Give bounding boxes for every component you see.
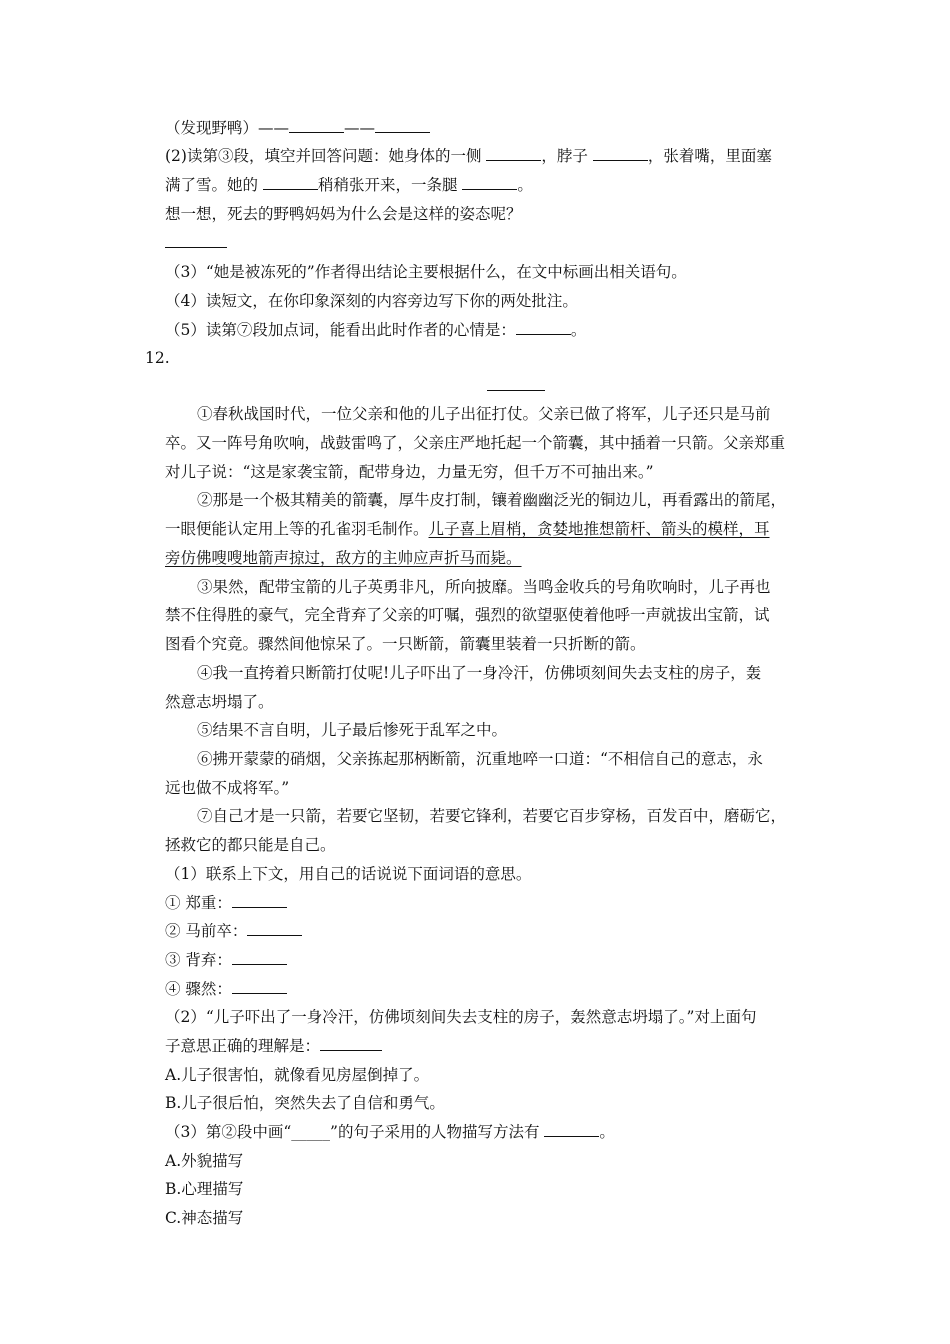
para2-line2 bbox=[165, 519, 770, 539]
text: 。 bbox=[517, 176, 533, 194]
para6-line1: ⑥拂开蒙蒙的硝烟，父亲拣起那柄断箭，沉重地啐一口道：“不相信自己的意志，永 bbox=[197, 750, 763, 768]
sub2-option-a[interactable]: A.儿子很害怕，就像看见房屋倒掉了。 bbox=[165, 1066, 430, 1084]
answer-blank[interactable] bbox=[247, 921, 302, 936]
text: 稍稍张开来，一条腿 bbox=[317, 176, 463, 194]
para3-line1: ③果然，配带宝箭的儿子英勇非凡，所向披靡。当鸣金收兵的号角吹响时，儿子再也 bbox=[197, 578, 771, 596]
sequence-sep: —— bbox=[344, 119, 376, 137]
text: 一眼便能认定用上等的孔雀羽毛制作。 bbox=[165, 520, 429, 538]
word-item bbox=[165, 921, 302, 941]
sub1-prompt: （1）联系上下文，用自己的话说说下面词语的意思。 bbox=[165, 865, 532, 883]
text: 满了雪。她的 bbox=[165, 176, 263, 194]
para5-line1: ⑤结果不言自明，儿子最后惨死于乱军之中。 bbox=[197, 721, 508, 739]
word-item bbox=[165, 950, 287, 970]
sub3-option-b[interactable]: B.心理描写 bbox=[165, 1180, 244, 1198]
q11-sub2-line1 bbox=[165, 146, 772, 166]
para2-line1: ②那是一个极其精美的箭囊，厚牛皮打制，镶着幽幽泛光的铜边儿，再看露出的箭尾， bbox=[197, 491, 787, 509]
underlined-sentence: 儿子喜上眉梢，贪婪地推想箭杆、箭头的模样，耳 bbox=[428, 520, 770, 538]
word-item bbox=[165, 979, 287, 999]
sub2-prompt-line1: （2）“儿子吓出了一身冷汗，仿佛顷刻间失去支柱的房子，轰然意志坍塌了。”对上面句 bbox=[165, 1008, 757, 1026]
sub2-option-b[interactable]: B.儿子很后怕，突然失去了自信和勇气。 bbox=[165, 1094, 445, 1112]
text: (2)读第③段，填空并回答问题：她身体的一侧 bbox=[165, 147, 487, 165]
answer-blank[interactable] bbox=[232, 893, 287, 908]
para3-line2: 禁不住得胜的豪气，完全背弃了父亲的叮嘱，强烈的欲望驱使着他呼一声就拔出宝箭，试 bbox=[165, 606, 770, 624]
q11-sub4: （4）读短文，在你印象深刻的内容旁边写下你的两处批注。 bbox=[165, 292, 578, 310]
question-number: 12. bbox=[145, 349, 170, 367]
word-label: ② 马前卒： bbox=[165, 922, 248, 940]
answer-blank[interactable] bbox=[375, 118, 430, 133]
text: ”的句子采用的人物描写方法有 bbox=[330, 1123, 545, 1141]
sub3-option-c[interactable]: C.神态描写 bbox=[165, 1209, 244, 1227]
text: （5）读第⑦段加点词，能看出此时作者的心情是： bbox=[165, 321, 516, 339]
answer-blank[interactable] bbox=[232, 979, 287, 994]
word-label: ③ 背弃： bbox=[165, 951, 232, 969]
para1-line1: ①春秋战国时代，一位父亲和他的儿子出征打仗。父亲已做了将军，儿子还只是马前 bbox=[197, 405, 771, 423]
answer-blank[interactable] bbox=[289, 118, 344, 133]
text: （3）第②段中画“ bbox=[165, 1123, 292, 1141]
sub3-option-a[interactable]: A.外貌描写 bbox=[165, 1152, 244, 1170]
underline-hint: _____ bbox=[291, 1123, 331, 1141]
underlined-sentence-cont: 旁仿佛嗖嗖地箭声掠过，敌方的主帅应声折马而毙。 bbox=[165, 549, 522, 567]
answer-blank[interactable] bbox=[263, 175, 318, 190]
answer-blank[interactable] bbox=[516, 320, 571, 335]
answer-blank[interactable] bbox=[232, 950, 287, 965]
para3-line3: 图看个究竟。骤然间他惊呆了。一只断箭，箭囊里装着一只折断的箭。 bbox=[165, 635, 646, 653]
para7-line1: ⑦自己才是一只箭，若要它坚韧，若要它锋利，若要它百步穿杨，百发百中，磨砺它， bbox=[197, 807, 787, 825]
text: ，脖子 bbox=[541, 147, 593, 165]
text: ，张着嘴，里面塞 bbox=[647, 147, 772, 165]
para4-line2: 然意志坍塌了。 bbox=[165, 693, 274, 711]
para6-line2: 远也做不成将军。” bbox=[165, 779, 290, 797]
para7-line2: 拯救它的都只能是自己。 bbox=[165, 836, 336, 854]
q11-sub2-line2 bbox=[165, 175, 533, 195]
answer-blank[interactable] bbox=[462, 175, 517, 190]
sequence-start: （发现野鸭）—— bbox=[165, 119, 290, 137]
sequence-line bbox=[165, 118, 430, 138]
q11-sub3: （3）“她是被冻死的”作者得出结论主要根据什么，在文中标画出相关语句。 bbox=[165, 263, 687, 281]
answer-blank[interactable] bbox=[320, 1036, 382, 1051]
q11-sub2-question: 想一想，死去的野鸭妈妈为什么会是这样的姿态呢？ bbox=[165, 205, 522, 223]
q11-sub2-answer-line bbox=[165, 233, 227, 253]
sub2-prompt-line2 bbox=[165, 1036, 382, 1056]
word-label: ④ 骤然： bbox=[165, 980, 232, 998]
title-blank[interactable] bbox=[487, 390, 545, 391]
text: 。 bbox=[570, 321, 587, 339]
text: 子意思正确的理解是： bbox=[165, 1037, 321, 1055]
answer-blank[interactable] bbox=[165, 233, 227, 248]
word-label: ① 郑重： bbox=[165, 894, 232, 912]
para4-line1: ④我一直挎着只断箭打仗呢!儿子吓出了一身冷汗，仿佛顷刻间失去支柱的房子，轰 bbox=[197, 664, 762, 682]
answer-blank[interactable] bbox=[593, 146, 648, 161]
sub3-prompt bbox=[165, 1122, 615, 1142]
answer-blank[interactable] bbox=[486, 146, 541, 161]
word-item bbox=[165, 893, 287, 913]
q11-sub5 bbox=[165, 320, 586, 340]
answer-blank[interactable] bbox=[544, 1122, 599, 1137]
para1-line3: 对儿子说：“这是家袭宝箭，配带身边，力量无穷，但千万不可抽出来。” bbox=[165, 463, 654, 481]
para1-line2: 卒。又一阵号角吹响，战鼓雷鸣了，父亲庄严地托起一个箭囊，其中插着一只箭。父亲郑重 bbox=[165, 434, 786, 452]
text: 。 bbox=[599, 1123, 615, 1141]
